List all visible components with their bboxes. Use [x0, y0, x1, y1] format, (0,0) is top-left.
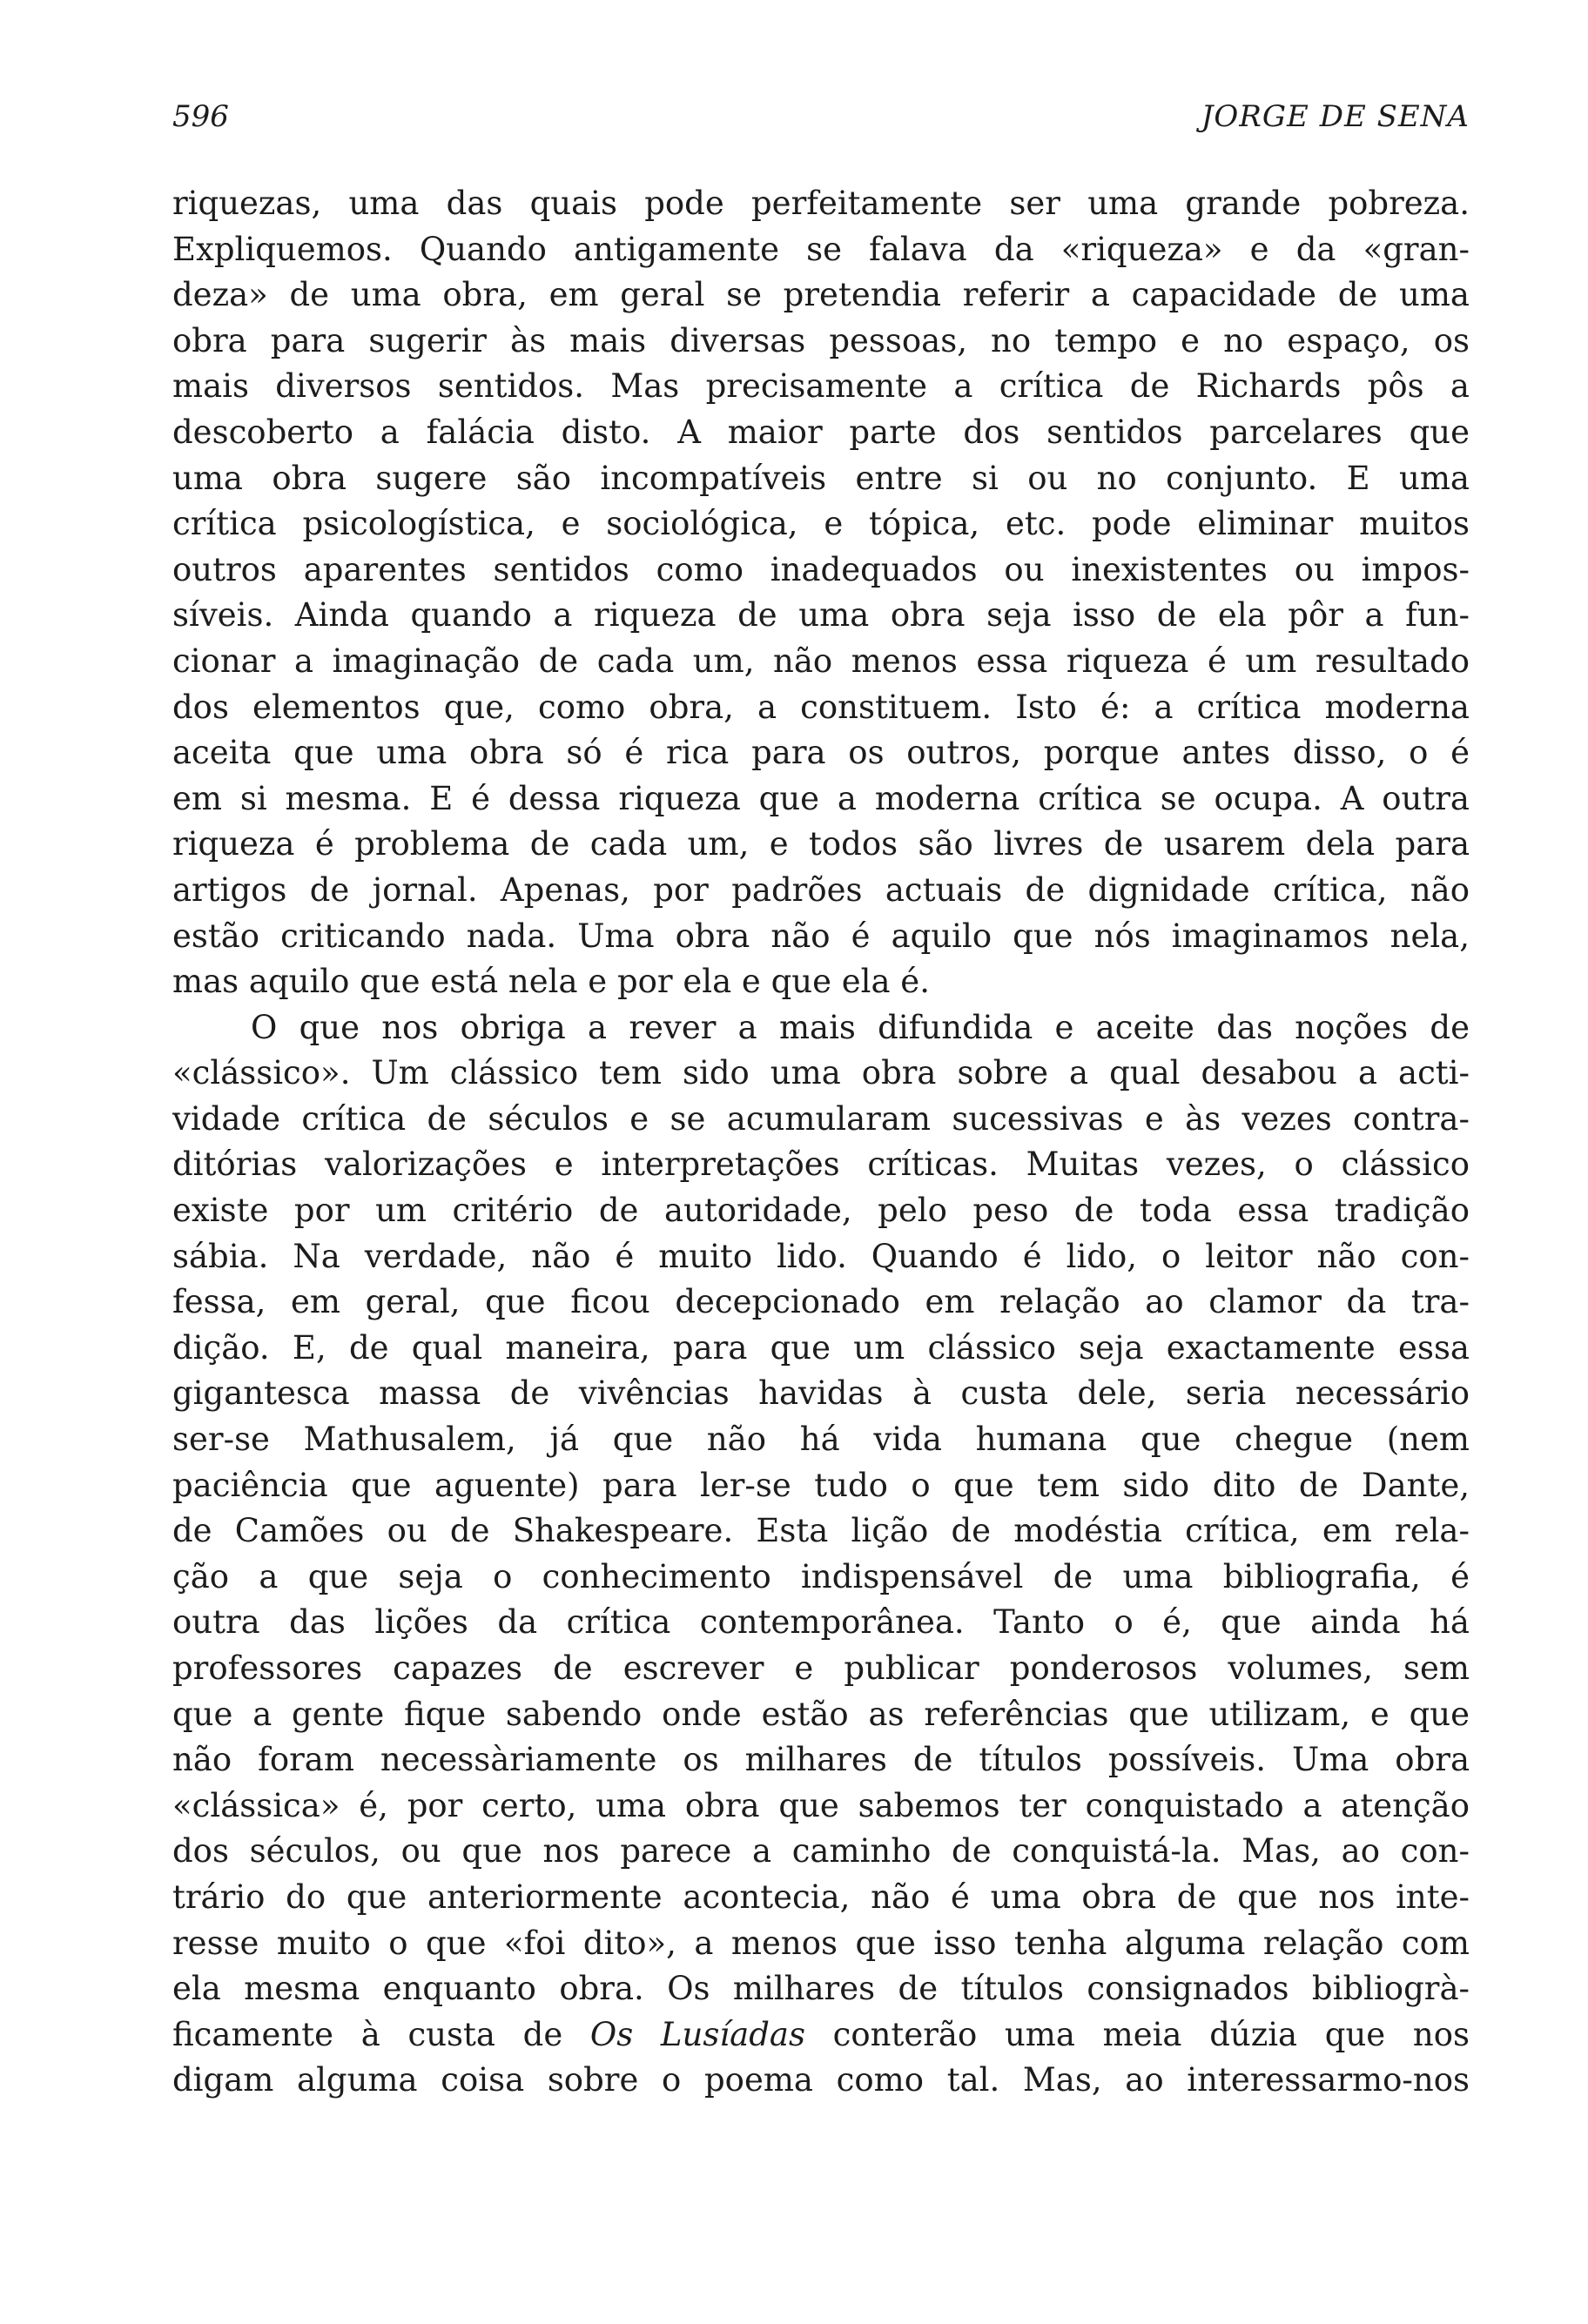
text-line: sábia. Na verdade, não é muito lido. Quando é lido, o leitor não con-	[172, 1237, 1470, 1275]
paragraph-2	[172, 1005, 1470, 2104]
text-line: que a gente fique sabendo onde estão as referências que utilizam, e que	[172, 1695, 1470, 1733]
text-line: «clássica» é, por certo, uma obra que sabemos ter conquistado a atenção	[172, 1786, 1470, 1824]
text-line: síveis. Ainda quando a riqueza de uma obra seja isso de ela pôr a fun-	[172, 596, 1470, 635]
text-line: estão criticando nada. Uma obra não é aquilo que nós imaginamos nela,	[172, 917, 1470, 955]
text-line: artigos de jornal. Apenas, por padrões actuais de dignidade crítica, não	[172, 870, 1470, 909]
text-line: dição. E, de qual maneira, para que um clássico seja exactamente essa	[172, 1328, 1470, 1367]
text-line: ela mesma enquanto obra. Os milhares de títulos consignados bibliogrà-	[172, 1970, 1470, 2008]
text-line: paciência que aguente) para ler-se tudo o que tem sido dito de Dante,	[172, 1466, 1470, 1504]
text-line: em si mesma. E é dessa riqueza que a moderna crítica se ocupa. A outra	[172, 779, 1470, 817]
text-line: trário do que anteriormente acontecia, não é uma obra de que nos inte-	[172, 1877, 1470, 1916]
text-line: ser-se Mathusalem, já que não há vida humana que chegue (nem	[172, 1421, 1470, 1459]
text-line: obra para sugerir às mais diversas pessoas, no tempo e no espaço, os	[172, 321, 1470, 359]
text-line: ditórias valorizações e interpretações críticas. Muitas vezes, o clássico	[172, 1145, 1470, 1184]
text-line: outra das lições da crítica contemporânea. Tanto o é, que ainda há	[172, 1603, 1470, 1642]
text-line: dos elementos que, como obra, a constituem. Isto é: a crítica moderna	[172, 688, 1470, 726]
text-line: mais diversos sentidos. Mas precisamente a crítica de Richards pôs a	[172, 367, 1470, 406]
text-line: descoberto a falácia disto. A maior parte dos sentidos parcelares que	[172, 413, 1470, 451]
text-line: deza» de uma obra, em geral se pretendia referir a capacidade de uma	[172, 276, 1470, 314]
text-line: digam alguma coisa sobre o poema como tal. Mas, ao interessarmo-nos	[172, 2061, 1470, 2099]
text-line: ficamente à custa de Os Lusíadas conterão uma meia dúzia que nos	[172, 2015, 1470, 2053]
text-line: gigantesca massa de vivências havidas à custa dele, seria necessário	[172, 1374, 1470, 1413]
text-line: riqueza é problema de cada um, e todos são livres de usarem dela para	[172, 825, 1470, 863]
book-title: Os Lusíadas	[589, 2015, 805, 2053]
text-line: «clássico». Um clássico tem sido uma obra sobre a qual desabou a acti-	[172, 1054, 1470, 1092]
text-line: cionar a imaginação de cada um, não menos essa riqueza é um resultado	[172, 641, 1470, 680]
page-header	[172, 91, 1470, 143]
text-line: vidade crítica de séculos e se acumularam sucessivas e às vezes contra-	[172, 1099, 1470, 1138]
text-line: existe por um critério de autoridade, pelo peso de toda essa tradição	[172, 1192, 1470, 1230]
text-line: crítica psicologística, e sociológica, e tópica, etc. pode eliminar muitos	[172, 505, 1470, 543]
text-line: de Camões ou de Shakespeare. Esta lição de modéstia crítica, em rela-	[172, 1512, 1470, 1550]
paragraph-1	[172, 181, 1470, 1005]
text-line: não foram necessàriamente os milhares de títulos possíveis. Uma obra	[172, 1741, 1470, 1779]
text-line: professores capazes de escrever e publicar ponderosos volumes, sem	[172, 1649, 1470, 1687]
text-line: Expliquemos. Quando antigamente se falava da «riqueza» e da «gran-	[172, 230, 1470, 268]
text-line: dos séculos, ou que nos parece a caminho de conquistá-la. Mas, ao con-	[172, 1832, 1470, 1871]
running-head: JORGE DE SENA	[1201, 99, 1470, 134]
body-text	[172, 181, 1470, 2104]
text-line: uma obra sugere são incompatíveis entre si ou no conjunto. E uma	[172, 459, 1470, 497]
page-number: 596	[172, 99, 229, 134]
text-line: O que nos obriga a rever a mais difundida e aceite das noções de	[251, 1008, 1470, 1046]
text-line: resse muito o que «foi dito», a menos que isso tenha alguma relação com	[172, 1924, 1470, 1962]
text-line: outros aparentes sentidos como inadequados ou inexistentes ou impos-	[172, 550, 1470, 588]
text-line: aceita que uma obra só é rica para os outros, porque antes disso, o é	[172, 734, 1470, 772]
text-line: riquezas, uma das quais pode perfeitamente ser uma grande pobreza.	[172, 185, 1470, 222]
text-line: mas aquilo que está nela e por ela e que ela é.	[172, 963, 930, 1001]
text-line: fessa, em geral, que ficou decepcionado em relação ao clamor da tra-	[172, 1283, 1470, 1321]
text-line: ção a que seja o conhecimento indispensável de uma bibliografia, é	[172, 1557, 1470, 1595]
